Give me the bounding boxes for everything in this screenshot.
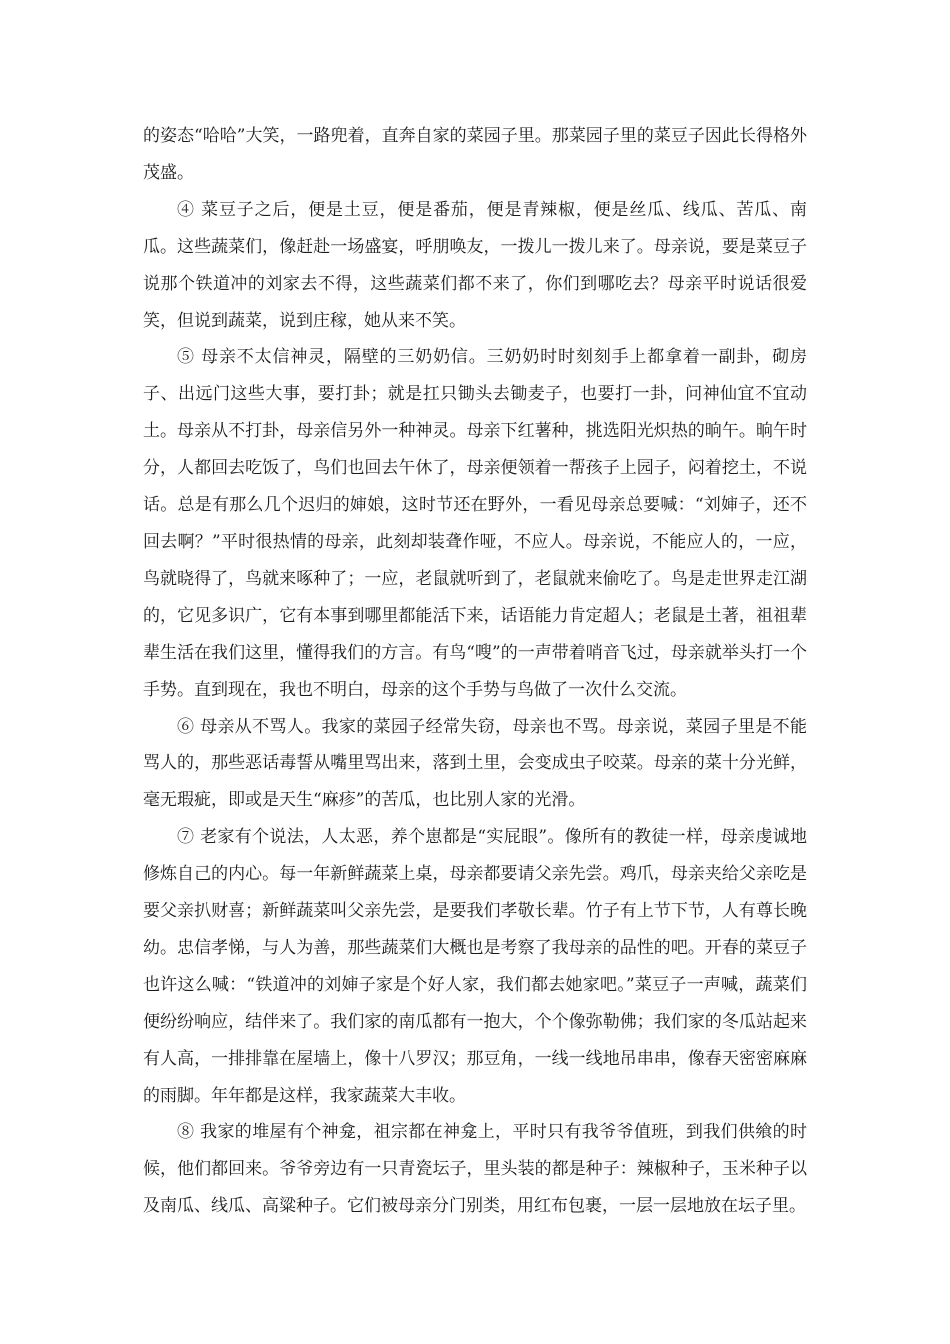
- document-page: [143, 118, 807, 1225]
- paragraph-continuation: 的姿态“哈哈”大笑，一路兜着，直奔自家的菜园子里。那菜园子里的菜豆子因此长得格外茂盛。: [143, 126, 807, 183]
- paragraph-6: ⑥ 母亲从不骂人。我家的菜园子经常失窃，母亲也不骂。母亲说，菜园子里是不能骂人的，那些恶话毒誓从嘴里骂出来，落到土里，会变成虫子咬菜。母亲的菜十分光鲜，毫无瑕疵，即或是天生“麻疹”的苦瓜，也比别人家的光滑。: [143, 716, 807, 811]
- paragraph-4: ④ 菜豆子之后，便是土豆，便是番茄，便是青辣椒，便是丝瓜、线瓜、苦瓜、南瓜。这些蔬菜们，像赶赴一场盛宴，呼朋唤友，一拨儿一拨儿来了。母亲说，要是菜豆子说那个铁道冲的刘家去不得，这些蔬菜们都不来了，你们到哪吃去？母亲平时说话很爱笑，但说到蔬菜，说到庄稼，她从来不笑。: [143, 199, 807, 331]
- paragraph-5: ⑤ 母亲不太信神灵，隔壁的三奶奶信。三奶奶时时刻刻手上都拿着一副卦，砌房子、出远门这些大事，要打卦；就是扛只锄头去锄麦子，也要打一卦，问神仙宜不宜动土。母亲从不打卦，母亲信另外一种神灵。母亲下红薯种，挑选阳光炽热的晌午。晌午时分，人都回去吃饭了，鸟们也回去午休了，母亲便领着一帮孩子上园子，闷着挖土，不说话。总是有那么几个迟归的婶娘，这时节还在野外，一看见母亲总要喊：“刘婶子，还不回去啊？”平时很热情的母亲，此刻却装聋作哑，不应人。母亲说，不能应人的，一应，鸟就晓得了，鸟就来啄种了；一应，老鼠就听到了，老鼠就来偷吃了。鸟是走世界走江湖的，它见多识广，它有本事到哪里都能活下来，话语能力肯定超人；老鼠是土著，祖祖辈辈生活在我们这里，懂得我们的方言。有鸟“嗖”的一声带着哨音飞过，母亲就举头打一个手势。直到现在，我也不明白，母亲的这个手势与鸟做了一次什么交流。: [143, 347, 807, 700]
- paragraph-7: ⑦ 老家有个说法，人太恶，养个崽都是“实屁眼”。像所有的教徒一样，母亲虔诚地修炼自己的内心。每一年新鲜蔬菜上桌，母亲都要请父亲先尝。鸡爪，母亲夹给父亲吃是要父亲扒财喜；新鲜蔬菜叫父亲先尝，是要我们孝敬长辈。竹子有上节下节，人有尊长晚幼。忠信孝悌，与人为善，那些蔬菜们大概也是考察了我母亲的品性的吧。开春的菜豆子也许这么喊：“铁道冲的刘婶子家是个好人家，我们都去她家吧。”菜豆子一声喊，蔬菜们便纷纷响应，结伴来了。我们家的南瓜都有一抱大，个个像弥勒佛；我们家的冬瓜站起来有人高，一排排靠在屋墙上，像十八罗汉；那豆角，一线一线地吊串串，像春天密密麻麻的雨脚。年年都是这样，我家蔬菜大丰收。: [143, 827, 807, 1106]
- paragraph-8: ⑧ 我家的堆屋有个神龛，祖宗都在神龛上，平时只有我爷爷值班，到我们供飨的时候，他们都回来。爷爷旁边有一只青瓷坛子，里头装的都是种子：辣椒种子，玉米种子以及南瓜、线瓜、高粱种子。它们被母亲分门别类，用红布包裹，一层一层地放在坛子里。: [143, 1122, 807, 1217]
